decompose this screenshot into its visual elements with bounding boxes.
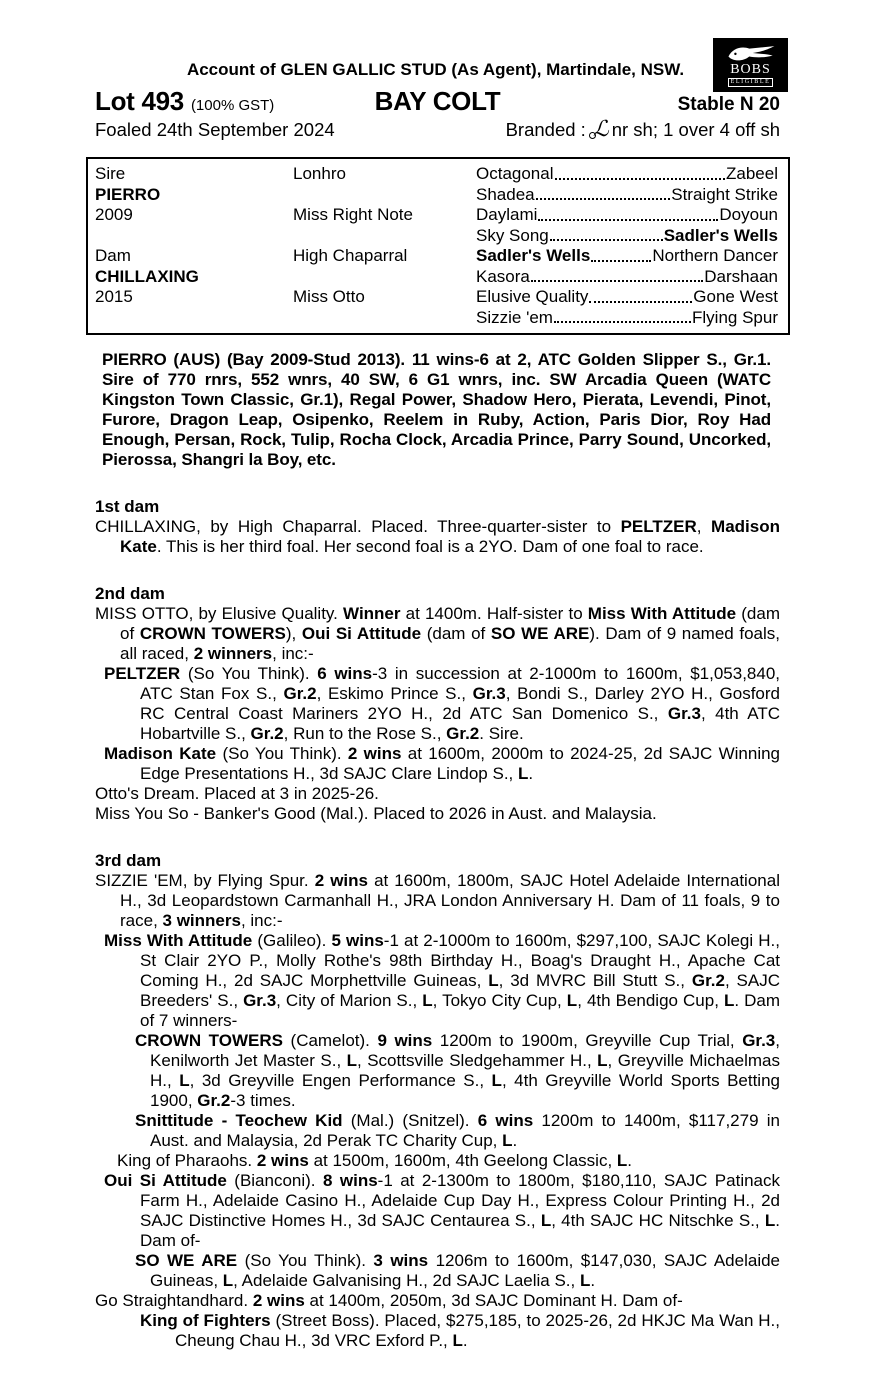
pedigree-cell-gen2: [293, 308, 476, 329]
leader-dots: [550, 239, 663, 241]
text-segment: (dam of: [120, 604, 780, 643]
pedigree-cell-gen2: Lonhro: [293, 164, 346, 183]
bold-text-segment: L: [452, 1331, 463, 1350]
text-segment: 1206m to 1600m, $147,030, SAJC Adelaide Guineas,: [150, 1251, 781, 1290]
text-segment: , 4th ATC Hobartville S.,: [140, 704, 781, 743]
text-segment: . Dam of 7 winners-: [140, 991, 781, 1030]
text-segment: CHILLAXING, by High Chaparral. Placed. Three-quarter-sister to: [95, 517, 621, 536]
gst-note: (100% GST): [190, 97, 275, 114]
bold-text-segment: Gr.2: [250, 724, 284, 743]
text-segment: . This is her third foal. Her second foal is a 2YO. Dam of one foal to race.: [156, 537, 704, 556]
bold-text-segment: L: [616, 1151, 628, 1170]
bold-text-segment: L: [597, 1051, 608, 1070]
stable-number: Stable N 20: [677, 94, 780, 115]
text-segment: -3 times.: [230, 1091, 296, 1110]
pedigree-cell-gen3: [476, 226, 778, 247]
pedigree-cell-gen1: PIERRO: [95, 184, 161, 204]
text-segment: (Mal.) (Snitzel).: [342, 1111, 478, 1130]
bold-text-segment: CROWN TOWERS: [135, 1031, 283, 1050]
leader-dots: [554, 321, 691, 323]
bobs-horse-icon: [725, 44, 777, 62]
bold-text-segment: Oui Si Attitude: [104, 1171, 227, 1190]
bold-text-segment: Gr.2: [691, 971, 725, 990]
bold-text-segment: L: [723, 991, 735, 1010]
bold-text-segment: L: [566, 991, 578, 1010]
text-segment: , Run to the Rose S.,: [283, 724, 447, 743]
leader-dots: [531, 280, 703, 282]
pedigree-cell-gen2: [293, 226, 476, 247]
text-segment: , Adelaide Galvanising H., 2d SAJC Laelia S.,: [233, 1271, 580, 1290]
bold-text-segment: PELTZER: [104, 664, 181, 683]
text-segment: SIZZIE 'EM, by Flying Spur.: [95, 871, 315, 890]
text-segment: .: [590, 1271, 596, 1290]
pedigree-grid: [95, 164, 778, 328]
lot-number: Lot 493: [95, 86, 184, 116]
brand-mark-icon: ℒ: [592, 117, 609, 142]
ancestor-sire-name: Flying Spur: [692, 307, 778, 327]
branded-info: [506, 119, 780, 141]
text-segment: .: [462, 1331, 468, 1350]
pedigree-paragraph: [95, 871, 780, 931]
ancestor-sire-name: Straight Strike: [671, 184, 778, 204]
text-segment: , SAJC Breeders' S.,: [140, 971, 780, 1010]
text-segment: at 1600m, 1800m, SAJC Hotel Adelaide International H., 3d Leopardstown Carmanhall H., JRA London Anniversary H. Dam of 11 foals, 9 to race,: [120, 871, 780, 930]
dam-heading: 1st dam: [95, 497, 160, 516]
bold-text-segment: 8 wins: [322, 1171, 378, 1190]
ancestor-sire-name: Darshaan: [704, 266, 778, 286]
leader-dots: [591, 260, 651, 262]
pedigree-paragraph: [95, 784, 780, 804]
text-segment: Miss You So - Banker's Good (Mal.). Placed to 2026 in Aust. and Malaysia.: [95, 804, 657, 823]
pedigree-paragraph: [95, 1151, 780, 1171]
ancestor-name: Octagonal: [476, 164, 554, 183]
text-segment: (Street Boss). Placed, $275,185, to 2025-26, 2d HKJC Ma Wan H., Cheung Chau H., 3d VRC Exford P.,: [175, 1311, 780, 1350]
pedigree-paragraph: [95, 1251, 780, 1291]
text-segment: .: [528, 764, 534, 783]
pedigree-cell-gen3: [476, 308, 778, 329]
pedigree-cell-gen3: [476, 205, 778, 226]
text-segment: , Kenilworth Jet Master S.,: [150, 1031, 781, 1070]
ancestor-sire-name: Sadler's Wells: [663, 225, 778, 245]
bold-text-segment: Winner: [343, 604, 401, 623]
bold-text-segment: Gr.3: [742, 1031, 776, 1050]
sire-summary: [102, 350, 771, 470]
bold-text-segment: 2 wins: [256, 1151, 309, 1170]
pedigree-paragraph: [95, 664, 780, 744]
text-segment: (Galileo).: [252, 931, 332, 950]
bold-text-segment: Madison Kate: [104, 744, 217, 763]
text-segment: (So You Think).: [216, 744, 348, 763]
text-segment: at 1500m, 1600m, 4th Geelong Classic,: [308, 1151, 617, 1170]
bobs-logo-text: BOBS: [730, 61, 771, 77]
branded-prefix: Branded :: [505, 119, 586, 140]
text-segment: (So You Think).: [180, 664, 318, 683]
ancestor-name: Sky Song: [476, 225, 549, 245]
pedigree-cell-gen3: [476, 287, 778, 308]
pedigree-cell-gen2: High Chaparral: [293, 246, 408, 265]
text-segment: .: [512, 1131, 518, 1150]
pedigree-cell-gen1: 2009: [95, 205, 133, 224]
bobs-logo: [713, 38, 788, 92]
leader-dots: [589, 301, 692, 303]
bold-text-segment: 2 wins: [314, 871, 368, 890]
text-segment: , inc:-: [240, 911, 283, 930]
dam-heading: 2nd dam: [95, 584, 165, 603]
bold-text-segment: PIERRO (AUS) (Bay 2009-Stud 2013). 11 wins-6 at 2, ATC Golden Slipper S., Gr.1. Sire of 770 rnrs, 552 wnrs, 40 SW, 6 G1 wnrs, inc. SW Arcadia Queen (WATC Kingston Town Classic, Gr.1), Regal Power, Shadow Hero, Pierata, Levendi, Pinot, Furore, Dragon Leap, Osipenko, Reelem in Ruby, Action, Paris Dior, Roy Had Enough, Persan, Rock, Tulip, Rocha Clock, Arcadia Prince, Parry Sound, Uncorked, Pierossa, Shangri la Boy, etc.: [102, 350, 771, 469]
text-segment: , Bondi S., Darley 2YO H., Gosford RC Central Coast Mariners 2YO H., 2d ATC San Domenico S.,: [140, 684, 780, 723]
brand-ring-icon: [589, 132, 596, 139]
bold-text-segment: Oui Si Attitude: [301, 624, 422, 643]
pedigree-cell-gen3: [476, 246, 778, 267]
text-segment: (dam of: [421, 624, 491, 643]
text-segment: . Dam of-: [140, 1211, 780, 1250]
text-segment: at 1600m, 2000m to 2024-25, 2d SAJC Winning Edge Presentations H., 3d SAJC Clare Lindop S.,: [140, 744, 781, 783]
foaled-date: Foaled 24th September 2024: [95, 119, 335, 140]
text-segment: , City of Marion S.,: [276, 991, 423, 1010]
pedigree-table: [86, 157, 790, 335]
text-segment: .: [627, 1151, 633, 1170]
bold-text-segment: 3 winners: [162, 911, 241, 930]
pedigree-paragraph: [95, 1311, 780, 1351]
leader-dots: [538, 219, 718, 221]
bold-text-segment: 2 winners: [193, 644, 273, 663]
bold-text-segment: Gr.3: [667, 704, 701, 723]
foaled-row: [95, 119, 780, 144]
text-segment: -1 at 2-1300m to 1800m, $180,110, SAJC Patinack Farm H., Adelaide Casino H., Adelaide Cup Day H., Express Colour Printing H., 2d SAJC Distinctive Homes H., 3d SAJC Centaurea S.,: [140, 1171, 781, 1230]
bold-text-segment: Miss With Attitude: [104, 931, 253, 950]
bold-text-segment: King of Fighters: [140, 1311, 271, 1330]
text-segment: 1200m to 1900m, Greyville Cup Trial,: [432, 1031, 743, 1050]
pedigree-paragraph: [95, 744, 780, 784]
pedigree-cell-gen1: 2015: [95, 287, 133, 306]
account-line: Account of GLEN GALLIC STUD (As Agent), Martindale, NSW.: [186, 60, 685, 79]
page-title: BAY COLT: [374, 86, 501, 116]
text-segment: , Tokyo City Cup,: [432, 991, 567, 1010]
bold-text-segment: L: [540, 1211, 552, 1230]
bold-text-segment: L: [179, 1071, 190, 1090]
pedigree-paragraph: [95, 1291, 780, 1311]
pedigree-cell-gen1: [95, 226, 293, 247]
pedigree-cell-gen2: [293, 267, 476, 288]
dam-heading: 3rd dam: [95, 851, 162, 870]
text-segment: Go Straightandhard.: [95, 1291, 253, 1310]
bold-text-segment: L: [346, 1051, 358, 1070]
ancestor-name: Shadea: [476, 184, 535, 204]
text-segment: 1200m to 1400m, $117,279 in Aust. and Malaysia, 2d Perak TC Charity Cup,: [150, 1111, 780, 1150]
pedigree-cell-gen1: [95, 308, 293, 329]
pedigree-cell-gen2: [293, 185, 476, 206]
text-segment: ,: [696, 517, 712, 536]
text-segment: , Greyville Michaelmas H.,: [150, 1051, 780, 1090]
bold-text-segment: Gr.3: [243, 991, 277, 1010]
bold-text-segment: SO WE ARE: [490, 624, 590, 643]
lot-row: [95, 86, 780, 114]
branded-suffix: nr sh; 1 over 4 off sh: [611, 119, 780, 140]
bold-text-segment: L: [491, 1071, 502, 1090]
pedigree-paragraph: [95, 1031, 780, 1111]
bold-text-segment: SO WE ARE: [135, 1251, 238, 1270]
bold-text-segment: Gr.2: [446, 724, 480, 743]
pedigree-cell-gen1: Dam: [95, 246, 131, 265]
text-segment: King of Pharaohs.: [117, 1151, 257, 1170]
pedigree-cell-gen1: Sire: [95, 164, 126, 183]
text-segment: , Eskimo Prince S.,: [316, 684, 473, 703]
pedigree-paragraph: [95, 1171, 780, 1251]
bold-text-segment: Snittitude - Teochew Kid: [135, 1111, 343, 1130]
bold-text-segment: Madison Kate: [120, 517, 780, 556]
leader-dots: [555, 178, 726, 180]
bold-text-segment: 5 wins: [331, 931, 384, 950]
pedigree-cell-gen2: Miss Right Note: [293, 205, 413, 224]
bold-text-segment: 2 wins: [347, 744, 402, 763]
bold-text-segment: L: [764, 1211, 776, 1230]
bold-text-segment: L: [517, 764, 529, 783]
bold-text-segment: 6 wins: [477, 1111, 534, 1130]
text-segment: Otto's Dream. Placed at 3 in 2025-26.: [95, 784, 379, 803]
pedigree-cell-gen2: Miss Otto: [293, 287, 365, 306]
text-segment: ),: [285, 624, 302, 643]
text-segment: MISS OTTO, by Elusive Quality.: [95, 604, 344, 623]
text-segment: , 4th SAJC HC Nitschke S.,: [551, 1211, 765, 1230]
text-segment: , inc:-: [272, 644, 314, 663]
bold-text-segment: L: [579, 1271, 591, 1290]
text-segment: ). Dam of 9 named foals, all raced,: [120, 624, 781, 663]
ancestor-name: Kasora: [476, 266, 530, 286]
text-segment: (So You Think).: [237, 1251, 374, 1270]
ancestor-sire-name: Northern Dancer: [652, 246, 778, 265]
bold-text-segment: 9 wins: [377, 1031, 433, 1050]
text-segment: , Scottsville Sledgehammer H.,: [357, 1051, 598, 1070]
ancestor-sire-name: Gone West: [693, 287, 778, 306]
bold-text-segment: PELTZER: [620, 517, 697, 536]
pedigree-cell-gen3: [476, 185, 778, 206]
pedigree-paragraph: [95, 517, 780, 557]
text-segment: at 1400m, 2050m, 3d SAJC Dominant H. Dam of-: [304, 1291, 683, 1310]
text-segment: , 4th Bendigo Cup,: [577, 991, 724, 1010]
pedigree-cell-gen3: [476, 267, 778, 288]
bold-text-segment: L: [502, 1131, 513, 1150]
bold-text-segment: 3 wins: [373, 1251, 429, 1270]
ancestor-name: Daylami: [476, 205, 538, 224]
pedigree-cell-gen3: [476, 164, 778, 185]
bold-text-segment: 2 wins: [252, 1291, 305, 1310]
text-segment: , 4th Greyville World Sports Betting 1900,: [150, 1071, 780, 1110]
ancestor-name: Sadler's Wells: [476, 246, 591, 265]
bold-text-segment: Gr.2: [283, 684, 317, 703]
text-segment: . Sire.: [479, 724, 524, 743]
text-segment: , 3d MVRC Bill Stutt S.,: [498, 971, 692, 990]
bold-text-segment: Gr.3: [472, 684, 506, 703]
text-segment: -3 in succession at 2-1000m to 1600m, $1,053,840, ATC Stan Fox S.,: [140, 664, 781, 703]
ancestor-name: Sizzie 'em: [476, 307, 553, 327]
pedigree-paragraph: [95, 931, 780, 1031]
bold-text-segment: L: [488, 971, 499, 990]
bold-text-segment: Gr.2: [197, 1091, 231, 1110]
text-segment: (Bianconi).: [226, 1171, 323, 1190]
text-segment: , 3d Greyville Engen Performance S.,: [189, 1071, 492, 1090]
leader-dots: [536, 198, 671, 200]
dam-sections: [95, 497, 780, 1351]
bold-text-segment: Miss With Attitude: [587, 604, 737, 623]
bold-text-segment: L: [422, 991, 433, 1010]
pedigree-paragraph: [95, 1111, 780, 1151]
ancestor-name: Elusive Quality: [476, 287, 589, 306]
bold-text-segment: L: [222, 1271, 234, 1290]
pedigree-paragraph: [95, 804, 780, 824]
text-segment: (Camelot).: [282, 1031, 378, 1050]
bobs-eligible-text: ELIGIBLE: [728, 78, 774, 87]
text-segment: -1 at 2-1000m to 1600m, $297,100, SAJC Kolegi H., St Clair 2YO P., Molly Rothe's 98th Birthday H., Boag's Draught H., Apache Cat Coming H., 2d SAJC Morphettville Guineas,: [140, 931, 780, 990]
ancestor-sire-name: Zabeel: [726, 164, 778, 183]
text-segment: at 1400m. Half-sister to: [400, 604, 588, 623]
pedigree-cell-gen1: CHILLAXING: [95, 266, 199, 286]
ancestor-sire-name: Doyoun: [719, 205, 778, 224]
pedigree-paragraph: [95, 604, 780, 664]
bold-text-segment: CROWN TOWERS: [139, 624, 286, 643]
bold-text-segment: 6 wins: [317, 664, 373, 683]
